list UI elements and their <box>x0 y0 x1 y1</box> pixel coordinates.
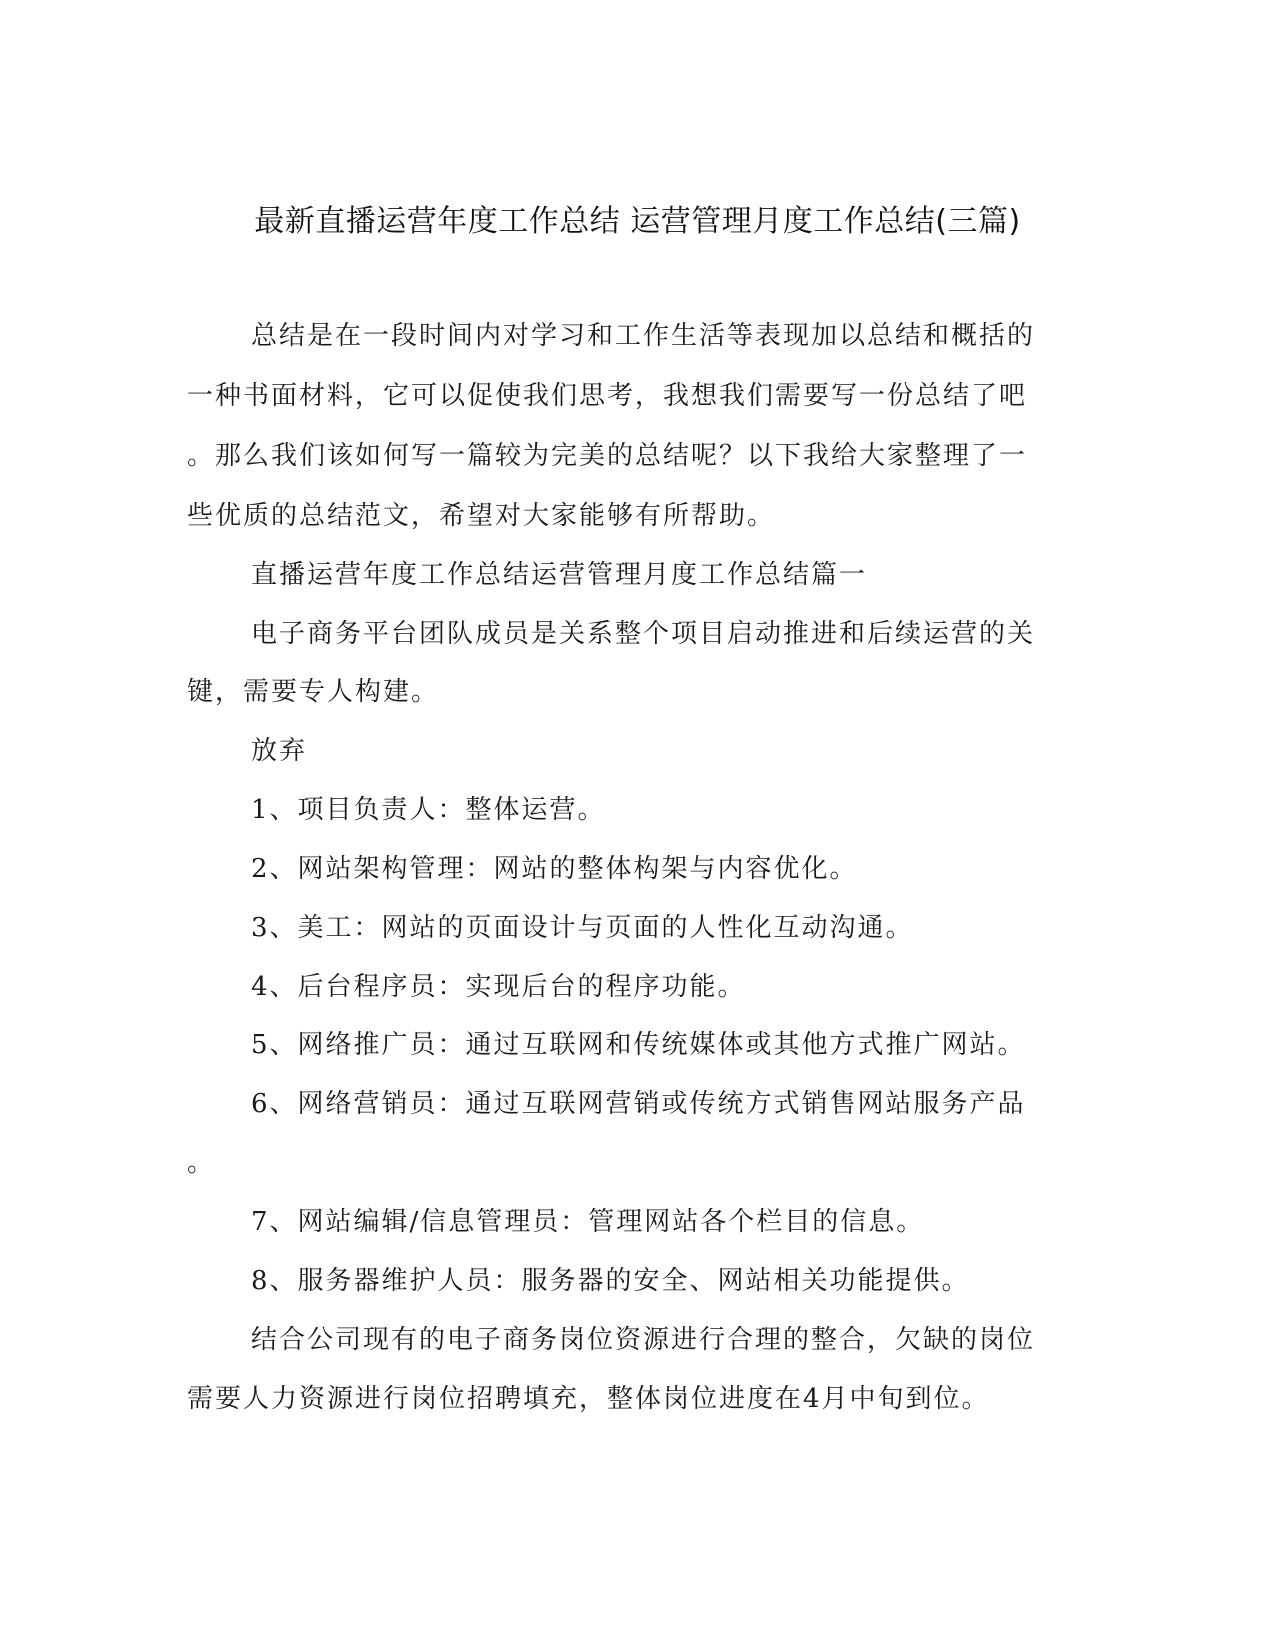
document-title: 最新直播运营年度工作总结 运营管理月度工作总结(三篇) <box>254 204 1021 239</box>
section-heading: 直播运营年度工作总结运营管理月度工作总结篇一 <box>251 560 868 590</box>
paragraph-line: 一种书面材料，它可以促使我们思考，我想我们需要写一份总结了吧 <box>187 381 1028 411</box>
paragraph-line: 些优质的总结范文，希望对大家能够有所帮助。 <box>187 501 776 531</box>
list-item: 8、服务器维护人员：服务器的安全、网站相关功能提供。 <box>251 1266 970 1296</box>
paragraph-line: 放弃 <box>251 736 308 766</box>
list-item: 2、网站架构管理：网站的整体构架与内容优化。 <box>251 854 858 884</box>
paragraph-line: 电子商务平台团队成员是关系整个项目启动推进和后续运营的关 <box>251 619 1036 649</box>
paragraph-line: 总结是在一段时间内对学习和工作生活等表现加以总结和概括的 <box>251 321 1036 351</box>
list-item: 5、网络推广员：通过互联网和传统媒体或其他方式推广网站。 <box>251 1030 1026 1060</box>
list-item: 6、网络营销员：通过互联网营销或传统方式销售网站服务产品 <box>251 1089 1026 1119</box>
list-item: 3、美工：网站的页面设计与页面的人性化互动沟通。 <box>251 913 914 943</box>
list-item: 1、项目负责人：整体运营。 <box>251 795 606 825</box>
paragraph-line: 需要人力资源进行岗位招聘填充，整体岗位进度在4月中旬到位。 <box>187 1384 990 1414</box>
paragraph-line: 结合公司现有的电子商务岗位资源进行合理的整合，欠缺的岗位 <box>251 1325 1036 1355</box>
paragraph-line: 。那么我们该如何写一篇较为完美的总结呢？以下我给大家整理了一 <box>187 441 1028 471</box>
list-item: 4、后台程序员：实现后台的程序功能。 <box>251 972 746 1002</box>
list-item: 7、网站编辑/信息管理员：管理网站各个栏目的信息。 <box>251 1207 925 1237</box>
paragraph-line: 键，需要专人构建。 <box>187 677 440 707</box>
paragraph-line: 。 <box>187 1148 216 1178</box>
